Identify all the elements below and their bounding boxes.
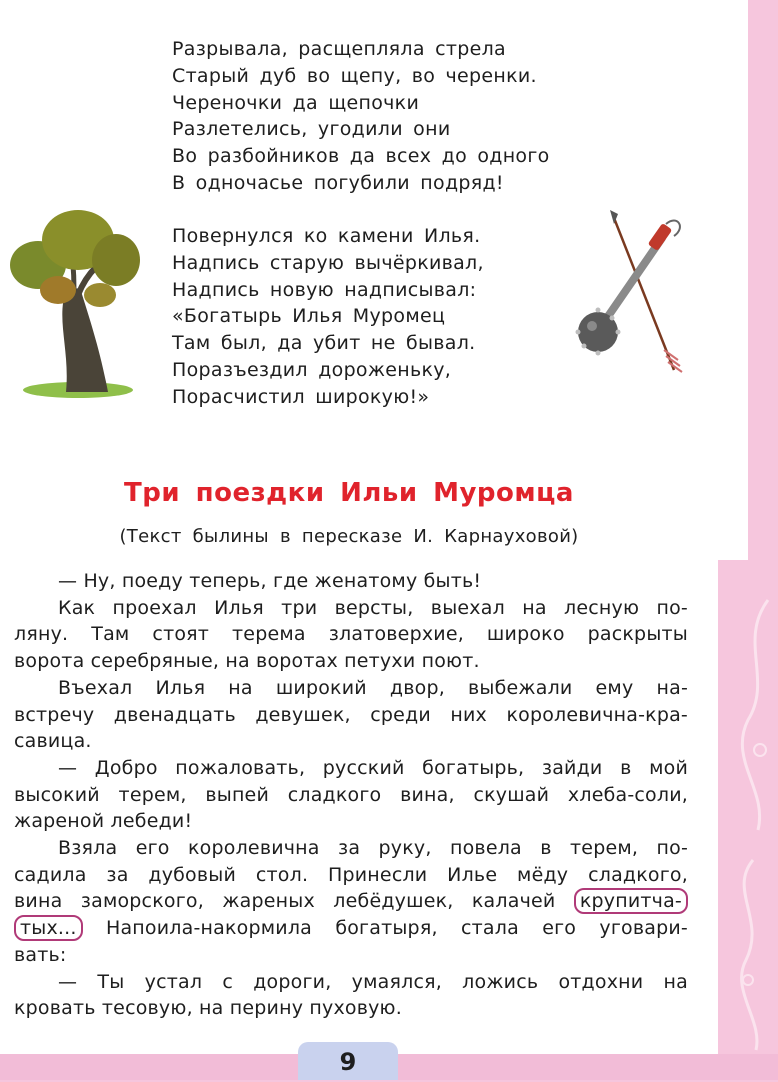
- text-line: ляну. Там стоят терема златоверхие, широко раскрыты: [14, 623, 688, 646]
- poem-line: Во разбойников да всех до одного: [172, 145, 550, 168]
- story-subtitle: (Текст былины в пересказе И. Карнауховой): [119, 526, 579, 547]
- text-line: савица.: [14, 730, 92, 753]
- poem-line: В одночасье погубили подряд!: [172, 171, 504, 194]
- highlighted-word[interactable]: тых...: [14, 915, 83, 941]
- text-line: [14, 888, 688, 915]
- text-segment: вина заморского, жареных лебёдушек, калачей: [14, 890, 556, 913]
- text-line: кровать тесовую, на перину пуховую.: [14, 997, 402, 1020]
- poem-stanza-2: [172, 223, 484, 411]
- poem-line: Старый дуб во щепу, во черенки.: [172, 64, 537, 87]
- pink-ornament: [718, 560, 778, 1060]
- poem-line: Надпись старую вычёркивал,: [172, 251, 484, 274]
- text-line: вать:: [14, 943, 67, 966]
- poem-line: Там был, да убит не бывал.: [172, 332, 476, 355]
- text-line: ворота серебряные, на воротах петухи поют.: [14, 650, 480, 673]
- poem-line: Надпись новую надписывал:: [172, 278, 477, 301]
- page-number: 9: [298, 1042, 398, 1080]
- poem-line: Череночки да щепочки: [172, 91, 420, 114]
- text-line: Взяла его королевична за руку, повела в терем, по-: [58, 837, 688, 860]
- story-title: Три поездки Ильи Муромца: [124, 478, 574, 508]
- highlighted-word[interactable]: крупитча-: [574, 888, 688, 914]
- poem-line: Порасчистил широкую!»: [172, 385, 430, 408]
- story-body: [14, 568, 688, 1022]
- poem-line: Разрывала, расщепляла стрела: [172, 38, 506, 60]
- text-line: встречу двенадцать девушек, среди них королевична-кра-: [14, 703, 688, 726]
- text-line: — Ты устал с дороги, умаялся, ложись отдохни на: [58, 970, 688, 993]
- oak-tree-illustration: [8, 200, 140, 400]
- poem-line: Разлетелись, угодили они: [172, 118, 451, 141]
- text-line: [14, 915, 688, 942]
- text-segment: Напоила-накормила богатыря, стала его уговари-: [105, 917, 688, 940]
- text-line: Как проехал Илья три версты, выехал на лесную по-: [58, 596, 688, 619]
- poem-line: «Богатырь Илья Муромец: [172, 305, 446, 328]
- text-line: садила за дубовый стол. Принесли Илье мёду сладкого,: [14, 863, 688, 886]
- poem-line: Повернулся ко камени Илья.: [172, 225, 481, 247]
- text-line: — Добро пожаловать, русский богатырь, зайди в мой: [58, 756, 688, 779]
- mace-and-arrow-illustration: [574, 210, 692, 382]
- text-line: Въехал Илья на широкий двор, выбежали ему на-: [58, 676, 688, 699]
- text-line: жареной лебеди!: [14, 810, 193, 833]
- text-line: — Ну, поеду теперь, где женатому быть!: [58, 570, 482, 592]
- poem-stanza-1: [172, 36, 550, 197]
- text-line: высокий терем, выпей сладкого вина, скушай хлеба-соли,: [14, 783, 688, 806]
- poem-line: Поразъездил дороженьку,: [172, 358, 452, 381]
